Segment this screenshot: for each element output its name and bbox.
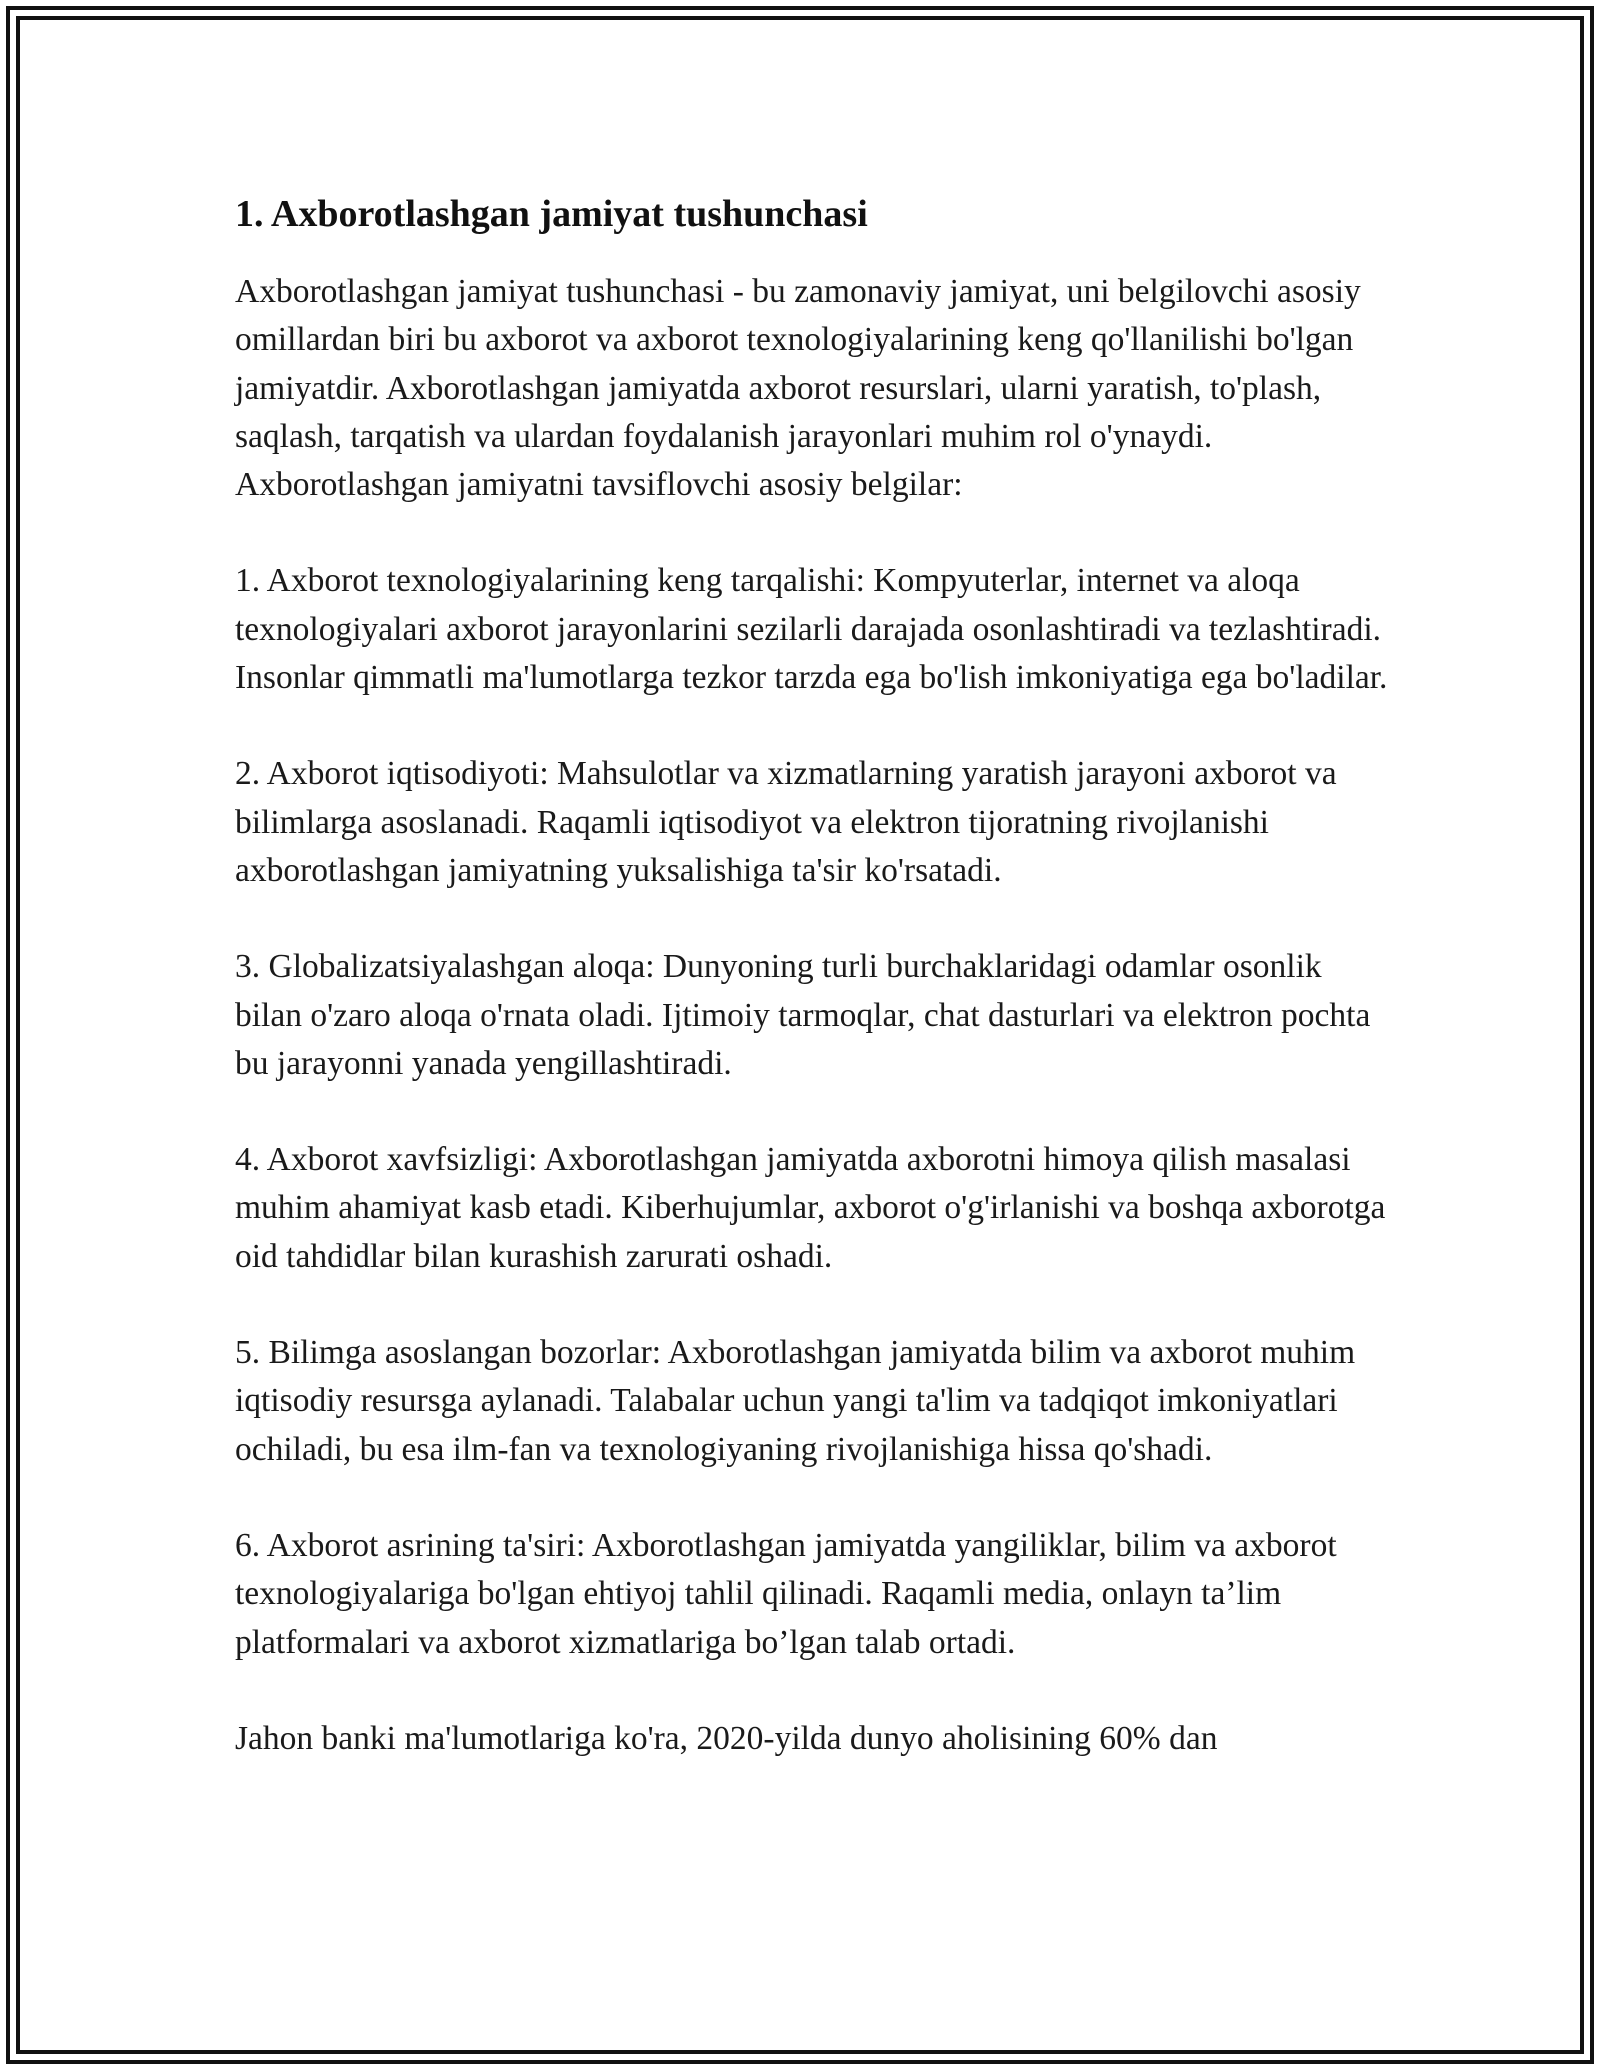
point-5-paragraph: 5. Bilimga asoslangan bozorlar: Axborotlashgan jamiyatda bilim va axborot muhim iqtisodiy resursga aylanadi. Talabalar uchun yangi ta'lim va tadqiqot imkoniyatlari ochiladi, bu esa ilm-fan va texnologiyaning rivojlanishiga hissa qo'shadi. — [235, 1334, 1356, 1468]
point-6-paragraph: 6. Axborot asrining ta'siri: Axborotlashgan jamiyatda yangiliklar, bilim va axborot texnologiyalariga bo'lgan ehtiyoj tahlil qilinadi. Raqamli media, onlayn ta’lim platformalari va axborot xizmatlariga bo’lgan talab ortadi. — [235, 1526, 1337, 1661]
document-body — [235, 186, 1395, 1811]
section-heading: 1. Axborotlashgan jamiyat tushunchasi — [235, 193, 868, 235]
point-2-paragraph: 2. Axborot iqtisodiyoti: Mahsulotlar va xizmatlarning yaratish jarayoni axborot va bilimlarga asoslanadi. Raqamli iqtisodiyot va elektron tijoratning rivojlanishi axborotlashgan jamiyatning yuksalishiga ta'sir ko'rsatadi. — [235, 755, 1337, 889]
point-1-paragraph: 1. Axborot texnologiyalarining keng tarqalishi: Kompyuterlar, internet va aloqa texnologiyalari axborot jarayonlarini sezilarli darajada osonlashtiradi va tezlashtiradi. Insonlar qimmatli ma'lumotlarga tezkor tarzda ega bo'lish imkoniyatiga ega bo'ladilar. — [235, 562, 1388, 697]
point-4-paragraph: 4. Axborot xavfsizligi: Axborotlashgan jamiyatda axborotni himoya qilish masalasi muhim ahamiyat kasb etadi. Kiberhujumlar, axborot o'g'irlanishi va boshqa axborotga oid tahdidlar bilan kurashish zarurati oshadi. — [235, 1141, 1386, 1275]
closing-paragraph: Jahon banki ma'lumotlariga ko'ra, 2020-yilda dunyo aholisining 60% dan — [235, 1719, 1218, 1757]
point-3-paragraph: 3. Globalizatsiyalashgan aloqa: Dunyoning turli burchaklaridagi odamlar osonlik bilan o'zaro aloqa o'rnata oladi. Ijtimoiy tarmoqlar, chat dasturlari va elektron pochta bu jarayonni yanada yengillashtiradi. — [235, 948, 1371, 1082]
intro-paragraph: Axborotlashgan jamiyat tushunchasi - bu zamonaviy jamiyat, uni belgilovchi asosiy omillardan biri bu axborot va axborot texnologiyalarining keng qo'llanilishi bo'lgan jamiyatdir. Axborotlashgan jamiyatda axborot resurslari, ularni yaratish, to'plash, saqlash, tarqatish va ulardan foydalanish jarayonlari muhim rol o'ynaydi. Axborotlashgan jamiyatni tavsiflovchi asosiy belgilar: — [235, 273, 1361, 504]
